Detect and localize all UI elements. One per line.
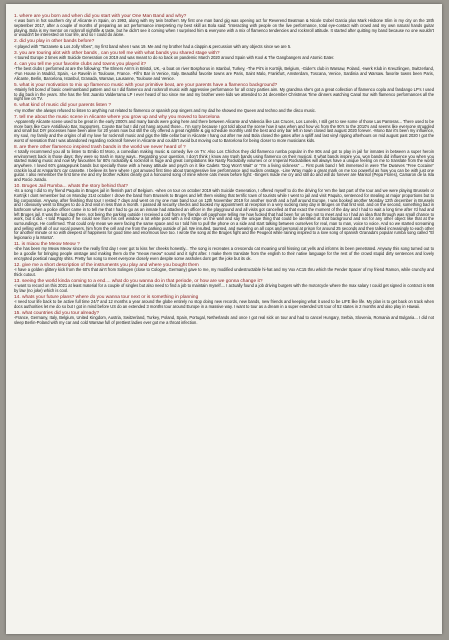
question-8: 8. are there other flamenco inspired trash bands in the world we never heard of ? [14, 144, 186, 150]
answer-13: -I need tour life back to be active full time 24/7 and 12 months a year around the globe entirely no stop doing new records, new bands, new friends and keeping what it used to be LIFE like life. My plan is to get back on track when docs authorities let me do so but I got in mind before US do an extended 3 months tour around Europe in a massive way. I want to tour as a dream in a super extended US tour of 52 states in 2 months and also play in Hawaii. [14, 299, 434, 309]
question-12: 13. seeing the world kinda coming to a end.... what do you wanna do in that periode, or how are we gonna change it? [14, 278, 263, 284]
answer-10: -she has been my Meow Meow since the really first day I ever got to kiss her cheeks honestly... The song is recreates a crescendo cat moaning until hissing cat yells and informs its been penetrated. Anyway this song turned out to be a goodie for bringing people onstage and making them do the "meow meow" sound and it right after. I make them translate from the english to their native language for the rest of the crowd stupid dirty sentences and lovely encrypted poetical naughty shits. Pretty fun song to meet everyone closely even despite some assholes dont get the joke but its ok. [14, 246, 434, 261]
question-5: 5. what is your motivation to mix up flamenco music with your primitive beat, are your parents have a flamenco background? [14, 82, 278, 88]
answer-4: -The best clubs I performed at are the following: The Elmers Arm's in Bristol, UK, -a boat on river Bosphorus in Istanbul, Turkey, -The Pit's in Kortrijk, Belgium, -Gider's club in Warsaw, Poland, -Iwerk Klub in Kreuzlingen, Switzerland, -Fun House in Madrid, Spain, -Le Ravelin in Toulouse, France. -Fifi's Bar in Venice, Italy. Beautiful favorite towns are Paris, Saint Malo, Frankfurt, Amsterdam, Toscana, Venice, Sardinia and Warsaw. favorite towns been Paris, Alicante, Berlin, Barcelona, Istanbul, Granada, Warsaw, Lausanne, Toulouse and Venice. [14, 66, 434, 81]
question-11: 12. give me a short description of the instruments you play and where you bought them [14, 262, 199, 268]
answer-7: -Apparently Alicante scene used to be great in the early 2000's and many bands were going here and there between Alicante and Valencia like Las Cruces, Los Lonelin, I still get to see some of those Las Panteras... There used to be more bars like Cure Antidiluvio Bar, Supporters, Coyote Bar but I did not hang around those... I'm sorry because I got told about the scene how it was when and how vic from the 90's to the 2010's and seems like everyone struggled and small but DIY processes have been alive for 20 years now but still the city offered a great nightlife & gig schedule monthly until the best and only bar left in town closed last august 2020 forever. -Mono Bar it's been my influence, my soul, my family and the origins of all my love for rocknroll music and gigs the little cellar bar in Alicante I hang out after me and Bola closed the gates after a spliff and last vinyl ripping afterhours on mid august past 2020 I got the worst of sensation that I was abandoned regarding rocknroll forever in Alicante and couldn't avoid but moving out to Barcelona for being closer to more musicians kids. [14, 119, 434, 143]
answer-6: -my mother she always refused to listen to anything not related to flamenco or spanish pop singers and my dad he showed me Queen and techno and the disco music. [14, 107, 316, 113]
answer-1: -I was born in hot southern city of Alicante in Spain, on 1993, along with my twin brother!. My first one man band gig was opening act for Reverend Beatman & Nicole Izobel Garcia plus Mark Hisbone Slim in my city on the 18th september 2017, after a couple of months of preparing an act performance interpreting my best skill as Bola said: "interacting with people on the live performance, total eye-contact with crowd and my own natural hands guitar playing. Bola is my mentor on rocknroll nightlife & taste, but he didn't see it coming when I surprised him & everyone with a mix of flamenco tendencies and rocknroll attitude. It started after quitting my band because no one wouldn't or wouldn't be interested on tour life, and so I could do alone. [14, 18, 434, 38]
question-9: 10. Bruges Jail Rumba... whats the story behind that? [14, 184, 128, 190]
answer-14: -France, Germany, Italy, Belgium, United Kingdom, Austria, Switzerland, Turkey, Poland, Spain, Portugal, Netherlands and once I got real sick on tour and had to cancel Hungary, Serbia, Slovenia, Romania and Bulgaria... I did not sleep Berlin-Poland with my car and cold Warsaw full of prettiest ladies ever got me a throat infection. [14, 315, 434, 325]
question-4: 4. can you tell me your favorite clubs and towns you played it? [14, 62, 146, 68]
answer-12: -I want to record on this 2021 at least material for a couple of singles but also need to find a job to maintain myself.... I actually found a job driving burgers with the motorcycle where the max salary I could get signed in contract is 666 by law (no joke) which is cool. [14, 283, 434, 293]
question-3: 3. you are touring alot with other bands , can you tell me with what bands you shared stage with? [14, 50, 220, 56]
answer-3: -I toured Europe 2 times with Suicide Generation on 2019 and was meant to do so back on pandemic March 2020 around Spain with Kool & The Gangbangers and Atomic Eater. [14, 55, 335, 61]
question-6: 6. what kind of music did your parents listen ? [14, 103, 112, 109]
question-13: 14. whats your future plans? where do you wanna tour next or is something in planning [14, 294, 199, 300]
question-7: 7. tell me about the music scene in Alicante where you grow up and why you moved to barcelona [14, 114, 220, 120]
answer-5: -Mainly felt bored of basic one/mamband pattern and so I did flamenco and rocknroll music with aggressive performance for all crazy parties aim. My grandma she's got a great collection of flamenco copla and fandango LP's I used to dig back in the years. She has the first Juanito Valderrama LP I ever heard of too since me and my brother were kids we attended to 24 december Christmas Time dinners watching Canal Sur with flamenco performances all the night live on TV. [14, 87, 434, 102]
document-page [6, 4, 442, 634]
answer-8: -I totally recommend you all to listen to Emilio El Moro, a comedian making music & comedy live on TV. Also Los Chichos they did flamenco rumba popular in the 80s and got to play in jail for inmates in between a super heroin environment back in those days; they were so trash in many ways.. Regarding your question, I don't think I know any trash bands using flamenco on their musical. It what bands inspire you, won bands did influence you when you started making music and now My favourites for 80's rockabilly & rocknroll is huge and great compilations like Nasty Rockabilly volumes or or Imperial Rockabillies will always have a unique feeling on me to translate from the world anywhere. I loved 60's garagepunk bands but specially those with a heavy attitude and psych on it like Cadets "Dog Won't Wait" or "I'm a living sickness" ... First punk band I felt immersed in were The Dwarves "Free Cocaine" crackin loud at Amparito's car cassette. I believe its here where I got amused first time about transgressive live performance and nudism onstage. -Line Wray made a great mark on me too powerful as how you can be with just one guitar. I also remember the first time me and my brother Adkins clearly got a honoured song of mine where cats meow before fight: -Singers made me cry and still do and will do forever are Marisol (Pepa Flores), Camaron de la Isla and Rocio Jurado. [14, 149, 434, 183]
question-2: 2. did you play in other bands before? [14, 39, 95, 45]
answer-11: -I have a golden glittery kick from the 60's that ain't from Solingen (close to Cologne, Germany) gave to me, my modified undestructable hi-hat and my Vox AC15 thru which the Fender Spacer of my friend Ramon, while crunchy and thick cutout. [14, 267, 434, 277]
question-1: 1. where are you born and when did you start with your One Man Band and why? [14, 14, 187, 19]
question-14: 15. what countries did you tour already? [14, 310, 100, 316]
interview-text [14, 14, 434, 327]
answer-9: -its a song I did to my friend Paquito in Bruges jail in flemish part of Belgium. -when on tour on october 2019 with Suicide Generation, I offered myself to do the driving for 'em the last part of the tour and we were playing Brussels or Kortrijk I dont remember but on Monday 21st october I drove the band from Brussels to Bruges and left them visiting that terrific town of tourists while I went to jail and visit Paquito, sentenced for stealing at major proportions but to big corporation. Anyway, after finishing that tour I rested 7 days and went on my one man band tour on 12th November 2019 for another month and a half around Europe, I was booked another Monday 12th december in Brussels and I obviously went to Bruges to do a 2nd visit in less than a month. I passed all security checks and booked my appointment at reception in a very sucking rainy day in Bruges on that first visit. and on the second, something bad in bathroom when a police officer came in to tell me that I had to go as an inmate had attacked an officer in the playground and all visits got cancelled at that exact the moment of the day and I had to wait a long time after I'd had and left Bruges jail. It was the last day there, not being the parking outside I received a call from my friends cell payphone telling me how fucked that had been for us two not to meet and so I had an idea that through was small chance to work, but it did. -I told Paquito if he could see from his cell window a lot white post with a red stripe on the wall and say the unique thing that could be identified at that background and not for any other object like that at the surroundings. He confirmed. That could only mean we were facing the same space and so I told him to pull the phone on a side and start talking between ourselves for real, man to man, voice to voice. And so we started screaming and yelling with all of our vocal powers, him from the cell and me from the parking outside of jail. We insulted, taunted, and swearing on all cops and personal at prison for around 25 seconds and then talked increasingly to each other for another minute or so with deepest of happiness for good time and enormous love too. I wrote the song at the Bruges fight and the Peugeot while raining inspired to a love song of spanish Granada's popular rumba song called "El legionario y la Monta". [14, 188, 435, 240]
question-10: 11. is miaou the Meow Meow ? [14, 241, 80, 247]
answer-2: -I played with "Tarzanete & Los Jolly Vibes", my first band when I was 19. Me and my brother had a clappin & percussion with any objects since we are 5. [14, 43, 292, 49]
